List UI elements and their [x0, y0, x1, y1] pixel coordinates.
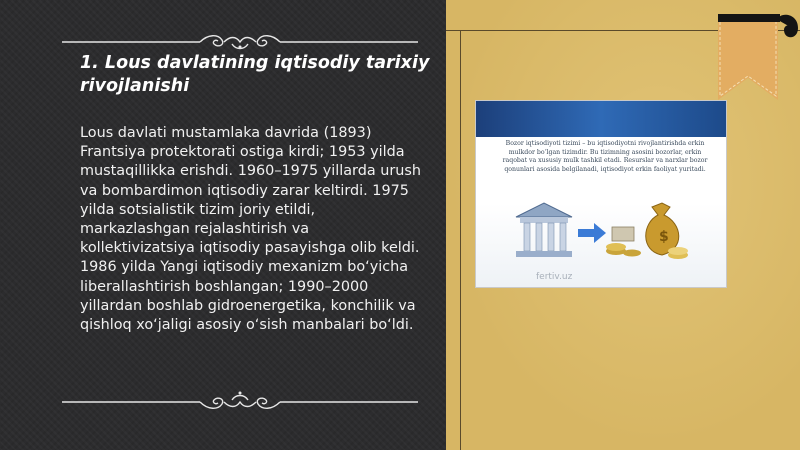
picture-header-band	[476, 101, 726, 137]
picture-watermark: fertiv.uz	[536, 272, 573, 282]
coins-icon	[606, 227, 641, 257]
bank-to-money-illustration	[512, 193, 692, 263]
bottom-swirl-ornament-icon	[62, 388, 418, 412]
top-swirl-ornament-icon	[62, 30, 418, 54]
bookmark-ribbon-icon	[718, 14, 798, 100]
svg-text:$: $	[659, 229, 669, 245]
arrow-right-icon	[578, 223, 606, 243]
frame-line-vertical	[460, 30, 461, 450]
picture-caption-text: Bozor iqtisodiyoti tizimi – bu iqtisodiyotni rivojlantirishda erkin mulkdor bo‘lgan tizimdir. Bu tizimning asosini bozorlar, erkin raqobat va xususiy mulk tashkil etadi. Resurslar va narxlar bozor qonunlari asosida belgilanadi, iqtisodiyot erkin faoliyat yuritadi.	[494, 137, 716, 177]
economy-illustration-image	[475, 100, 727, 288]
money-bag-icon	[646, 203, 688, 259]
slide-title: 1. Lous davlatining iqtisodiy tarixiy rivojlanishi	[80, 53, 430, 96]
slide-body-text: Lous davlati mustamlaka davrida (1893) Frantsiya protektorati ostiga kirdi; 1953 yilda mustaqillikka erishdi. 1960–1975 yillarda urush va bombardimon iqtisodiy zarar keltirdi. 1975 yilda sotsialistik tizim joriy etildi, markazlashgan rejalashtirish va kollektivizatsiya iqtisodiy pasayishga olib keldi. 1986 yilda Yangi iqtisodiy mexanizm bo‘yicha liberallashtirish boshlangan; 1990–2000 yillardan boshlab gidroenergetika, konchilik va qishloq xo‘jaligi asosiy o‘sish manbalari bo‘ldi.	[80, 125, 422, 334]
bank-building-icon	[516, 203, 572, 257]
